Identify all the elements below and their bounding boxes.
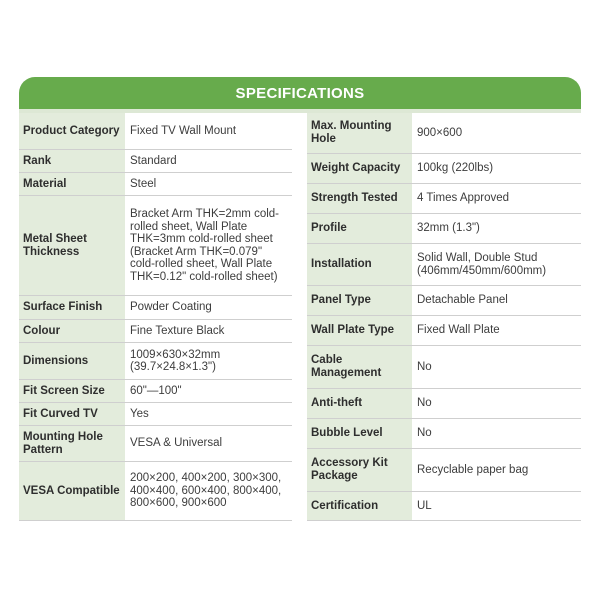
spec-label: Weight Capacity (307, 154, 412, 183)
spec-value: No (412, 389, 581, 418)
spec-label: VESA Compatible (19, 462, 125, 520)
spec-label: Accessory Kit Package (307, 449, 412, 491)
spec-value: UL (412, 492, 581, 520)
spec-row (307, 244, 581, 286)
spec-label: Strength Tested (307, 184, 412, 213)
spec-row (307, 154, 581, 184)
spec-row (307, 389, 581, 419)
spec-row (307, 449, 581, 492)
spec-row (19, 320, 292, 343)
spec-label: Anti-theft (307, 389, 412, 418)
spec-label: Dimensions (19, 343, 125, 379)
spec-row (307, 113, 581, 154)
spec-label: Panel Type (307, 286, 412, 315)
spec-value: Detachable Panel (412, 286, 581, 315)
spec-value: Fine Texture Black (125, 320, 292, 342)
spec-row (307, 286, 581, 316)
spec-value: Steel (125, 173, 292, 195)
spec-label: Metal Sheet Thickness (19, 196, 125, 295)
spec-table-left (19, 113, 292, 521)
spec-table-right (307, 113, 581, 521)
spec-row (307, 492, 581, 521)
spec-value: Fixed Wall Plate (412, 316, 581, 345)
spec-row (307, 214, 581, 244)
spec-label: Installation (307, 244, 412, 285)
specifications-header (19, 77, 581, 109)
specifications-title: SPECIFICATIONS (235, 84, 365, 102)
spec-row (307, 346, 581, 389)
spec-value: Powder Coating (125, 296, 292, 319)
spec-label: Surface Finish (19, 296, 125, 319)
spec-row (19, 173, 292, 196)
spec-label: Material (19, 173, 125, 195)
spec-label: Fit Curved TV (19, 403, 125, 425)
spec-label: Colour (19, 320, 125, 342)
spec-label: Profile (307, 214, 412, 243)
spec-row (19, 196, 292, 296)
spec-row (19, 296, 292, 320)
spec-value: 60"—100" (125, 380, 292, 402)
spec-label: Mounting Hole Pattern (19, 426, 125, 461)
spec-label: Rank (19, 150, 125, 172)
spec-row (19, 462, 292, 521)
spec-value: 1009×630×32mm (39.7×24.8×1.3") (125, 343, 292, 379)
specifications-panel (19, 77, 581, 521)
spec-value: 900×600 (412, 113, 581, 153)
spec-label: Certification (307, 492, 412, 520)
spec-label: Max. Mounting Hole (307, 113, 412, 153)
spec-value: No (412, 346, 581, 388)
spec-label: Cable Management (307, 346, 412, 388)
spec-value: Fixed TV Wall Mount (125, 113, 292, 149)
spec-value: Standard (125, 150, 292, 172)
spec-value: 32mm (1.3") (412, 214, 581, 243)
spec-label: Product Category (19, 113, 125, 149)
spec-row (19, 113, 292, 150)
spec-row (307, 316, 581, 346)
spec-row (19, 380, 292, 403)
spec-row (19, 150, 292, 173)
spec-row (307, 184, 581, 214)
spec-row (19, 343, 292, 380)
spec-value: Bracket Arm THK=2mm cold-rolled sheet, Wall Plate THK=3mm cold-rolled sheet (Bracket Arm THK=0.079" cold-rolled sheet, Wall Plate THK=0.12" cold-rolled sheet) (125, 196, 292, 295)
spec-label: Bubble Level (307, 419, 412, 448)
spec-value: Solid Wall, Double Stud (406mm/450mm/600mm) (412, 244, 581, 285)
spec-value: 100kg (220lbs) (412, 154, 581, 183)
spec-label: Wall Plate Type (307, 316, 412, 345)
spec-label: Fit Screen Size (19, 380, 125, 402)
spec-value: VESA & Universal (125, 426, 292, 461)
spec-value: 200×200, 400×200, 300×300, 400×400, 600×400, 800×400, 800×600, 900×600 (125, 462, 292, 520)
spec-value: 4 Times Approved (412, 184, 581, 213)
spec-row (19, 403, 292, 426)
spec-value: No (412, 419, 581, 448)
spec-value: Recyclable paper bag (412, 449, 581, 491)
spec-value: Yes (125, 403, 292, 425)
spec-row (19, 426, 292, 462)
spec-row (307, 419, 581, 449)
